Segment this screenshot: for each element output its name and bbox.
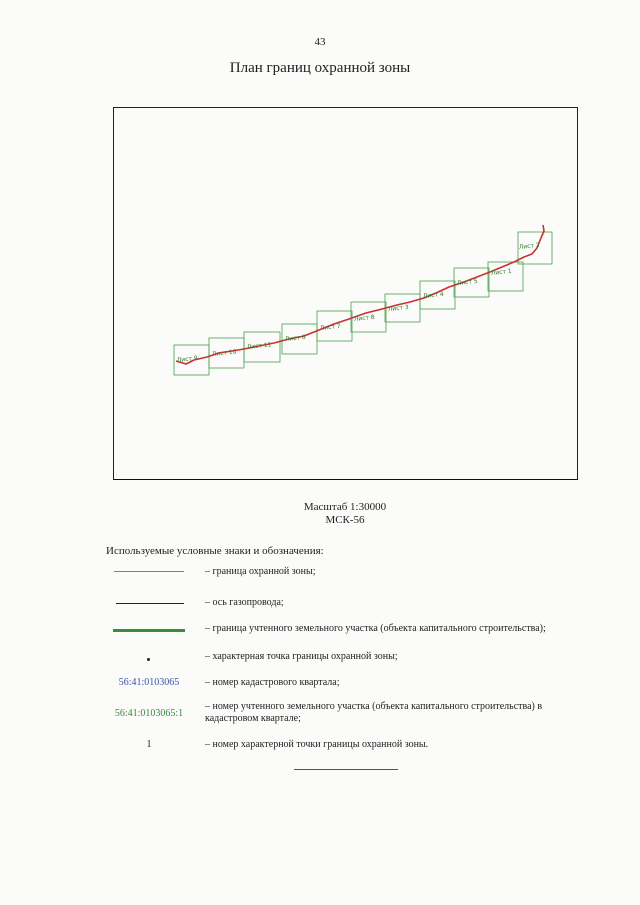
green-line-symbol bbox=[113, 629, 185, 632]
legend-text: – ось газопровода; bbox=[205, 597, 284, 608]
legend-text: – характерная точка границы охранной зоны; bbox=[205, 651, 398, 662]
page-number: 43 bbox=[314, 36, 326, 48]
legend-text: – номер учтенного земельного участка (объекта капитального строительства) в кадастровом квартале; bbox=[205, 701, 543, 724]
cadastral-quarter-symbol: 56:41:0103065 bbox=[118, 677, 180, 688]
sheet-label: Лист 9 bbox=[176, 354, 199, 364]
red-line-symbol bbox=[114, 571, 184, 572]
black-line-symbol bbox=[116, 603, 184, 604]
end-divider bbox=[294, 769, 398, 770]
legend-text: – граница учтенного земельного участка (объекта капитального строительства); bbox=[205, 623, 546, 634]
map-drawing bbox=[114, 108, 579, 481]
point-symbol bbox=[147, 658, 150, 661]
sheet-label: Лист 2 bbox=[518, 241, 541, 251]
sheet-label: Лист 11 bbox=[246, 341, 272, 351]
land-plot-number-symbol: 56:41:0103065:1 bbox=[114, 708, 184, 719]
scale-caption bbox=[0, 501, 640, 527]
sheet-label: Лист 3 bbox=[387, 303, 410, 313]
sheet-label: Лист 6 bbox=[284, 333, 307, 343]
legend-text: – граница охранной зоны; bbox=[205, 566, 316, 577]
coordinate-system: МСК-56 bbox=[325, 514, 365, 526]
sheet-label: Лист 7 bbox=[319, 322, 342, 332]
page-title: План границ охранной зоны bbox=[229, 60, 411, 76]
sheet-label: Лист 4 bbox=[422, 290, 445, 300]
legend-heading: Используемые условные знаки и обозначения: bbox=[106, 545, 324, 557]
map-frame bbox=[113, 107, 578, 480]
sheet-label: Лист 5 bbox=[456, 277, 479, 287]
scale-value: Масштаб 1:30000 bbox=[303, 501, 387, 513]
sheet-label: Лист 1 bbox=[490, 267, 513, 277]
legend-text: – номер характерной точки границы охранной зоны. bbox=[205, 739, 429, 750]
sheet-label: Лист 10 bbox=[211, 348, 237, 358]
sheet-label: Лист 8 bbox=[353, 313, 376, 323]
point-number-symbol: 1 bbox=[146, 739, 152, 750]
legend-text: – номер кадастрового квартала; bbox=[205, 677, 340, 688]
